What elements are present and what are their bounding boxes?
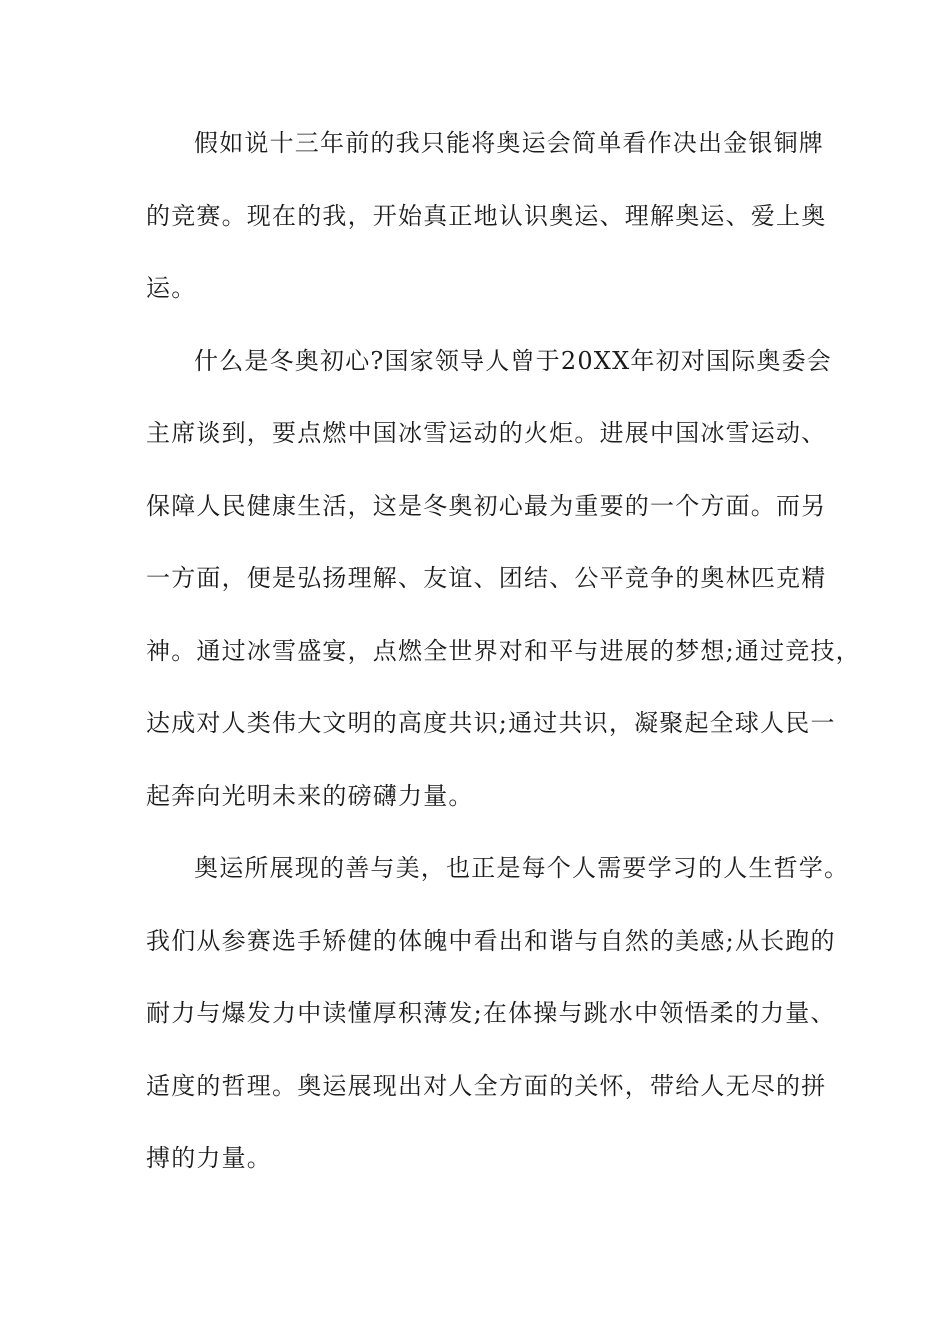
paragraph-3 xyxy=(146,854,850,1172)
paragraph-2 xyxy=(146,346,861,810)
paragraph-line: 达成对人类伟大文明的高度共识;通过共识，凝聚起全球人民一 xyxy=(146,709,836,737)
paragraph-line: 奥运所展现的善与美，也正是每个人需要学习的人生哲学。 xyxy=(194,854,850,882)
paragraph-line: 运。 xyxy=(146,274,197,302)
paragraph-line: 保障人民健康生活，这是冬奥初心最为重要的一个方面。而另 xyxy=(146,491,827,520)
paragraph-line: 的竞赛。现在的我，开始真正地认识奥运、理解奥运、爱上奥 xyxy=(146,201,827,230)
paragraph-line: 假如说十三年前的我只能将奥运会简单看作决出金银铜牌 xyxy=(194,129,824,157)
paragraph-line: 适度的哲理。奥运展现出对人全方面的关怀，带给人无尽的拼 xyxy=(146,1071,827,1100)
paragraph-line: 我们从参赛选手矫健的体魄中看出和谐与自然的美感;从长跑的 xyxy=(146,926,836,955)
paragraph-line: 耐力与爆发力中读懂厚积薄发;在体操与跳水中领悟柔的力量、 xyxy=(146,999,836,1027)
paragraph-line: 什么是冬奥初心?国家领导人曾于20XX年初对国际奥委会 xyxy=(194,346,832,375)
paragraph-1 xyxy=(146,129,827,302)
paragraph-line: 搏的力量。 xyxy=(146,1144,272,1172)
paragraph-line: 起奔向光明未来的磅礴力量。 xyxy=(146,781,474,810)
paragraph-line: 神。通过冰雪盛宴，点燃全世界对和平与进展的梦想;通过竞技， xyxy=(146,636,861,665)
paragraph-line: 主席谈到，要点燃中国冰雪运动的火炬。进展中国冰雪运动、 xyxy=(146,419,827,447)
paragraph-line: 一方面，便是弘扬理解、友谊、团结、公平竞争的奥林匹克精 xyxy=(146,564,827,592)
document-body xyxy=(146,129,861,1219)
